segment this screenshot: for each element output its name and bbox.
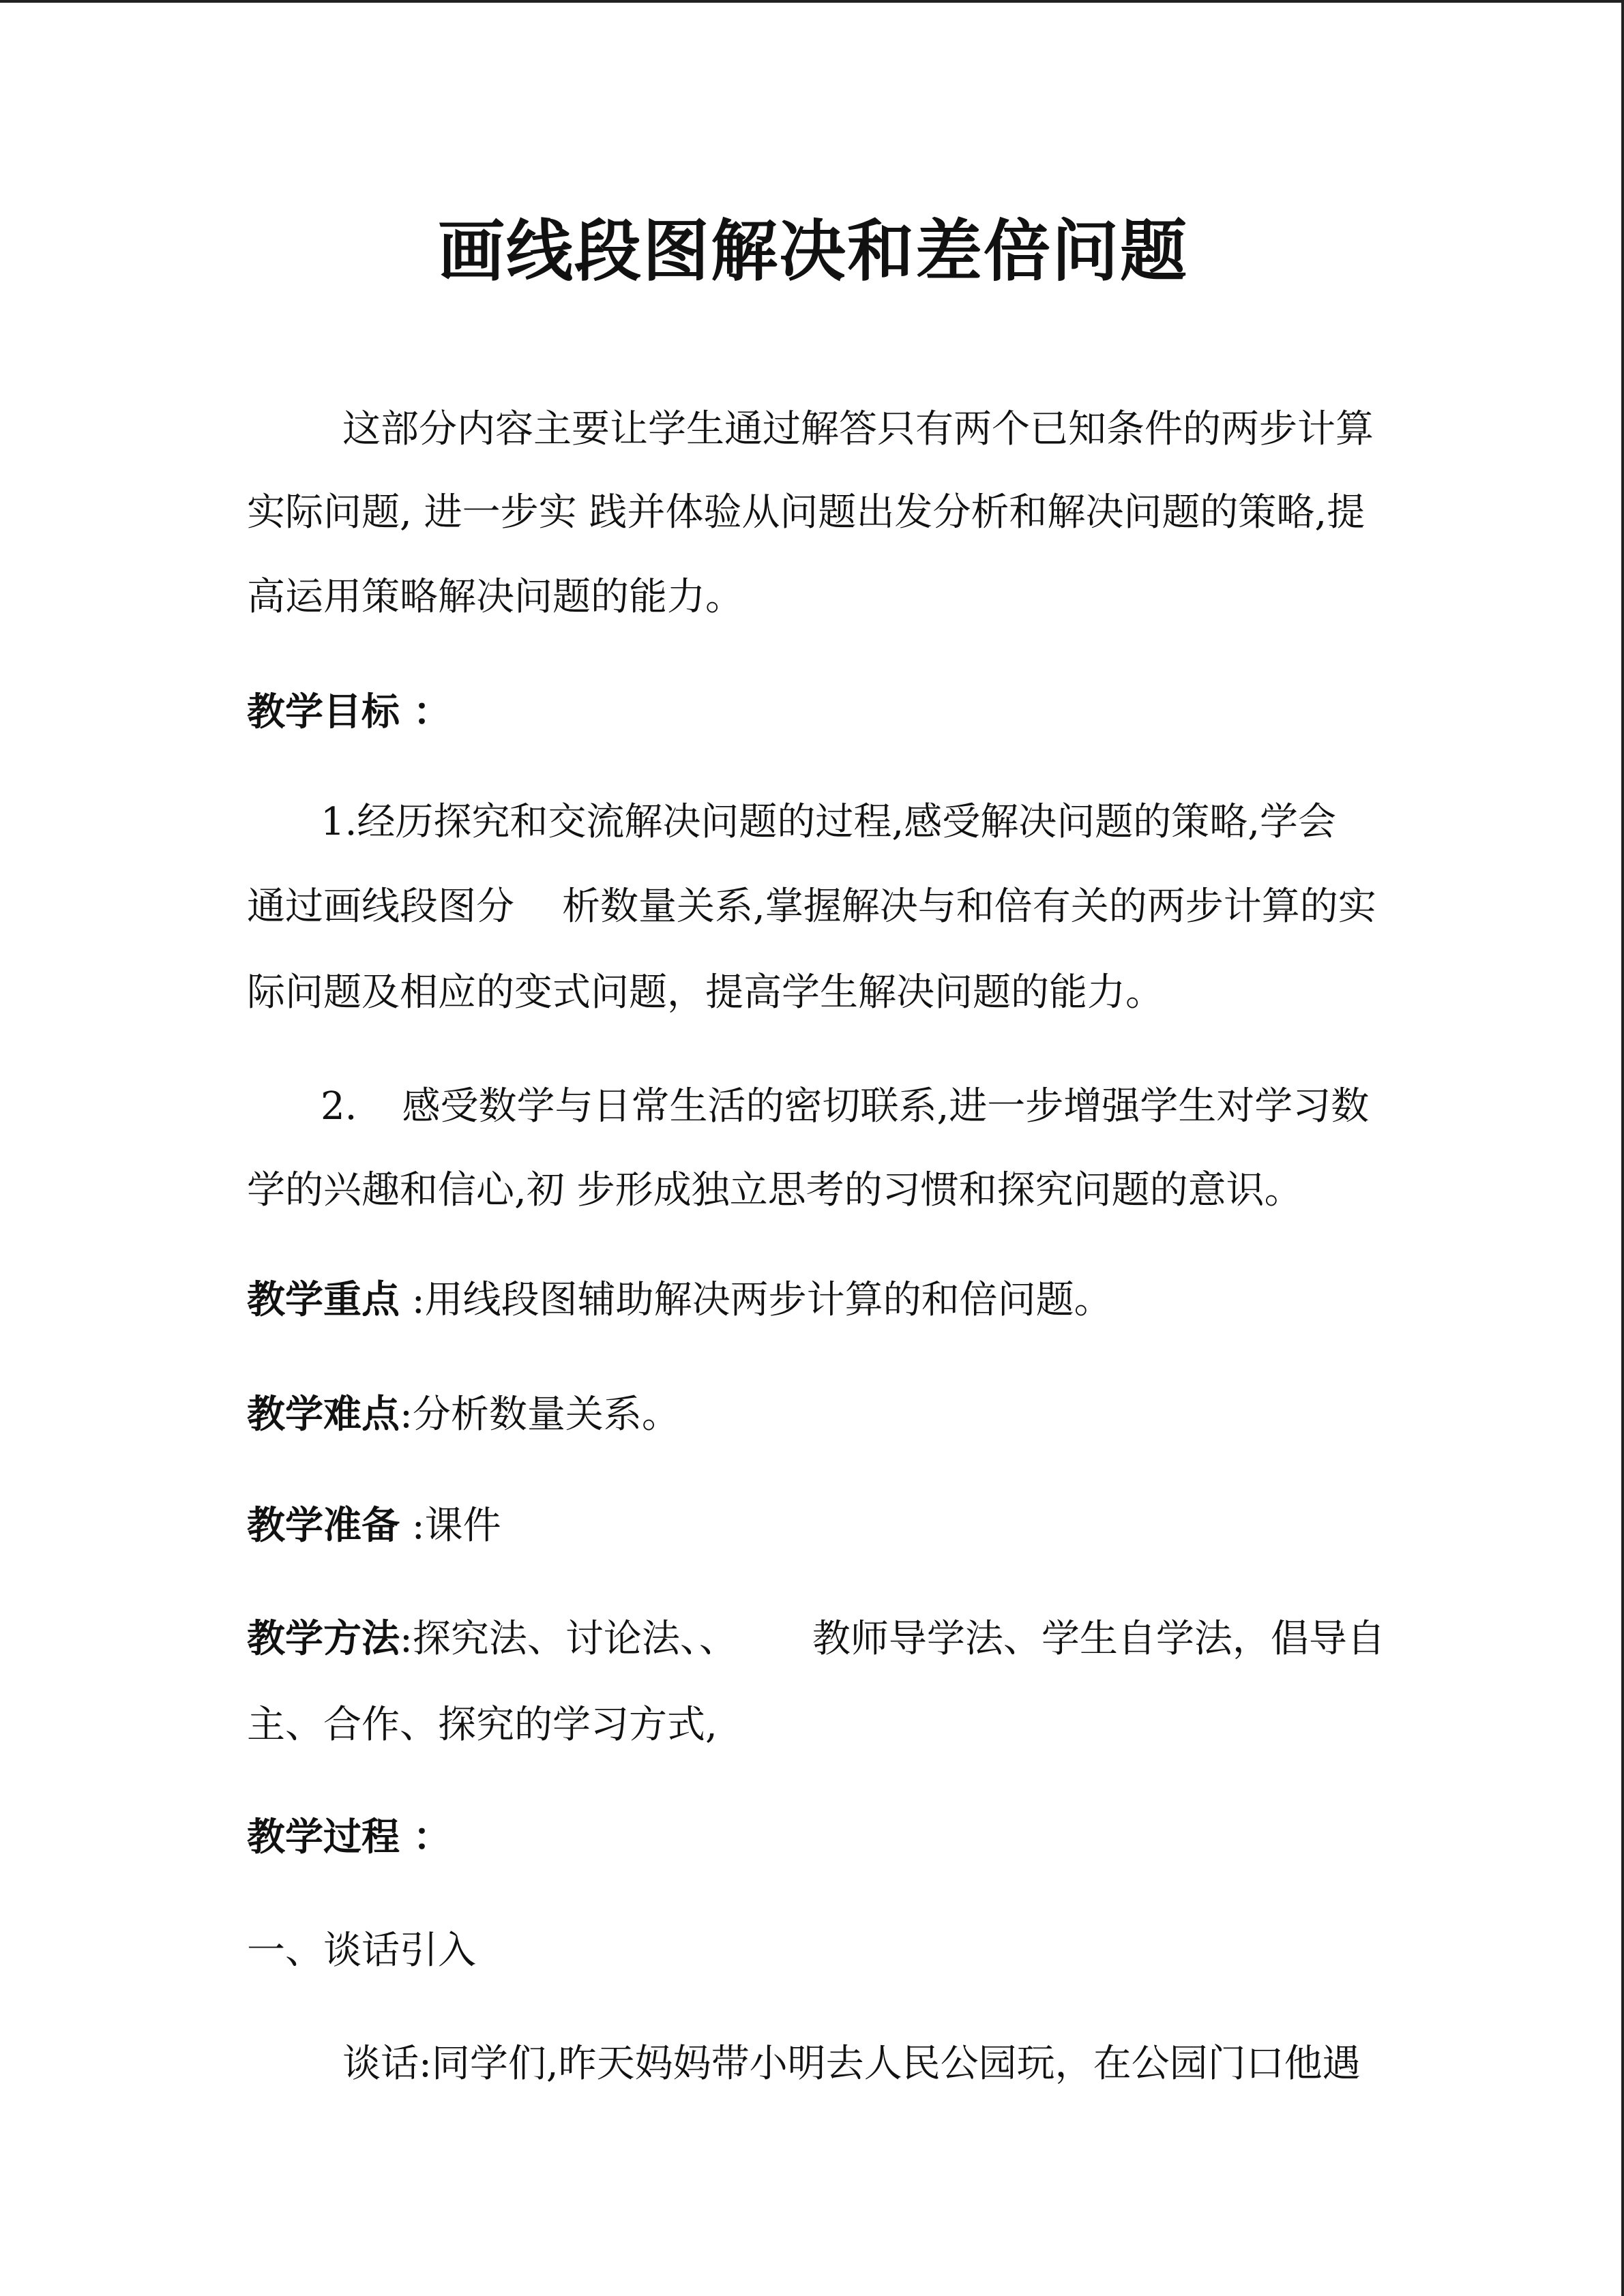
intro-line-2: 实际问题, 进一步实 践并体验从问题出发分析和解决问题的策略,提 (247, 490, 1365, 535)
objective-1-line-2a: 通过画线段图分 (247, 884, 514, 929)
methods-text-b: 教师导学法、学生自学法，倡导自 (812, 1617, 1385, 1661)
objective-2-text: 感受数学与日常生活的密切联系,进一步增强学生对学习数 (402, 1084, 1370, 1129)
preparation-text: :课件 (400, 1504, 501, 1548)
methods-line-2: 主、合作、探究的学习方式, (247, 1703, 718, 1747)
difficulty-label: 教学难点 (247, 1392, 400, 1437)
objective-1-line-2 (247, 880, 1379, 934)
methods-line-1 (247, 1612, 1385, 1667)
page-title: 画线段图解决和差倍问题 (437, 213, 1188, 290)
objective-1-line-3: 际问题及相应的变式问题，提高学生解决问题的能力。 (247, 970, 1164, 1015)
intro-line-3: 高运用策略解决问题的能力。 (247, 575, 743, 619)
preparation (247, 1499, 1379, 1553)
page-top-border (0, 0, 1624, 3)
objective-1-line-2b: 析数量关系,掌握解决与和倍有关的两步计算的实 (562, 884, 1376, 929)
process-heading: 教学过程 ： (247, 1815, 452, 1860)
intro-line-1: 这部分内容主要让学生通过解答只有两个已知条件的两步计算 (342, 407, 1374, 451)
methods-text-a: :探究法、讨论法、、 (400, 1617, 737, 1661)
methods-label: 教学方法 (247, 1617, 400, 1661)
page-right-border (1621, 0, 1624, 2296)
objective-2-line-1 (247, 1079, 1453, 1134)
objective-2-line-2: 学的兴趣和信心,初 步形成独立思考的习惯和探究问题的意识。 (247, 1168, 1303, 1212)
preparation-label: 教学准备 (247, 1504, 400, 1548)
key-point-label: 教学重点 (247, 1278, 400, 1322)
objective-2-number: 2. (321, 1084, 357, 1129)
section-1-heading: 一、谈话引入 (247, 1928, 476, 1973)
key-point-text: :用线段图辅助解决两步计算的和倍问题。 (400, 1278, 1112, 1322)
objectives-heading: 教学目标 ： (247, 690, 452, 734)
difficulty (247, 1388, 1379, 1442)
dialogue-line: 谈话:同学们,昨天妈妈带小明去人民公园玩，在公园门口他遇 (342, 2042, 1361, 2086)
objective-1-line-1: 1.经历探究和交流解决问题的过程,感受解决问题的策略,学会 (321, 800, 1337, 844)
difficulty-text: :分析数量关系。 (400, 1392, 680, 1437)
key-point (247, 1273, 1379, 1328)
